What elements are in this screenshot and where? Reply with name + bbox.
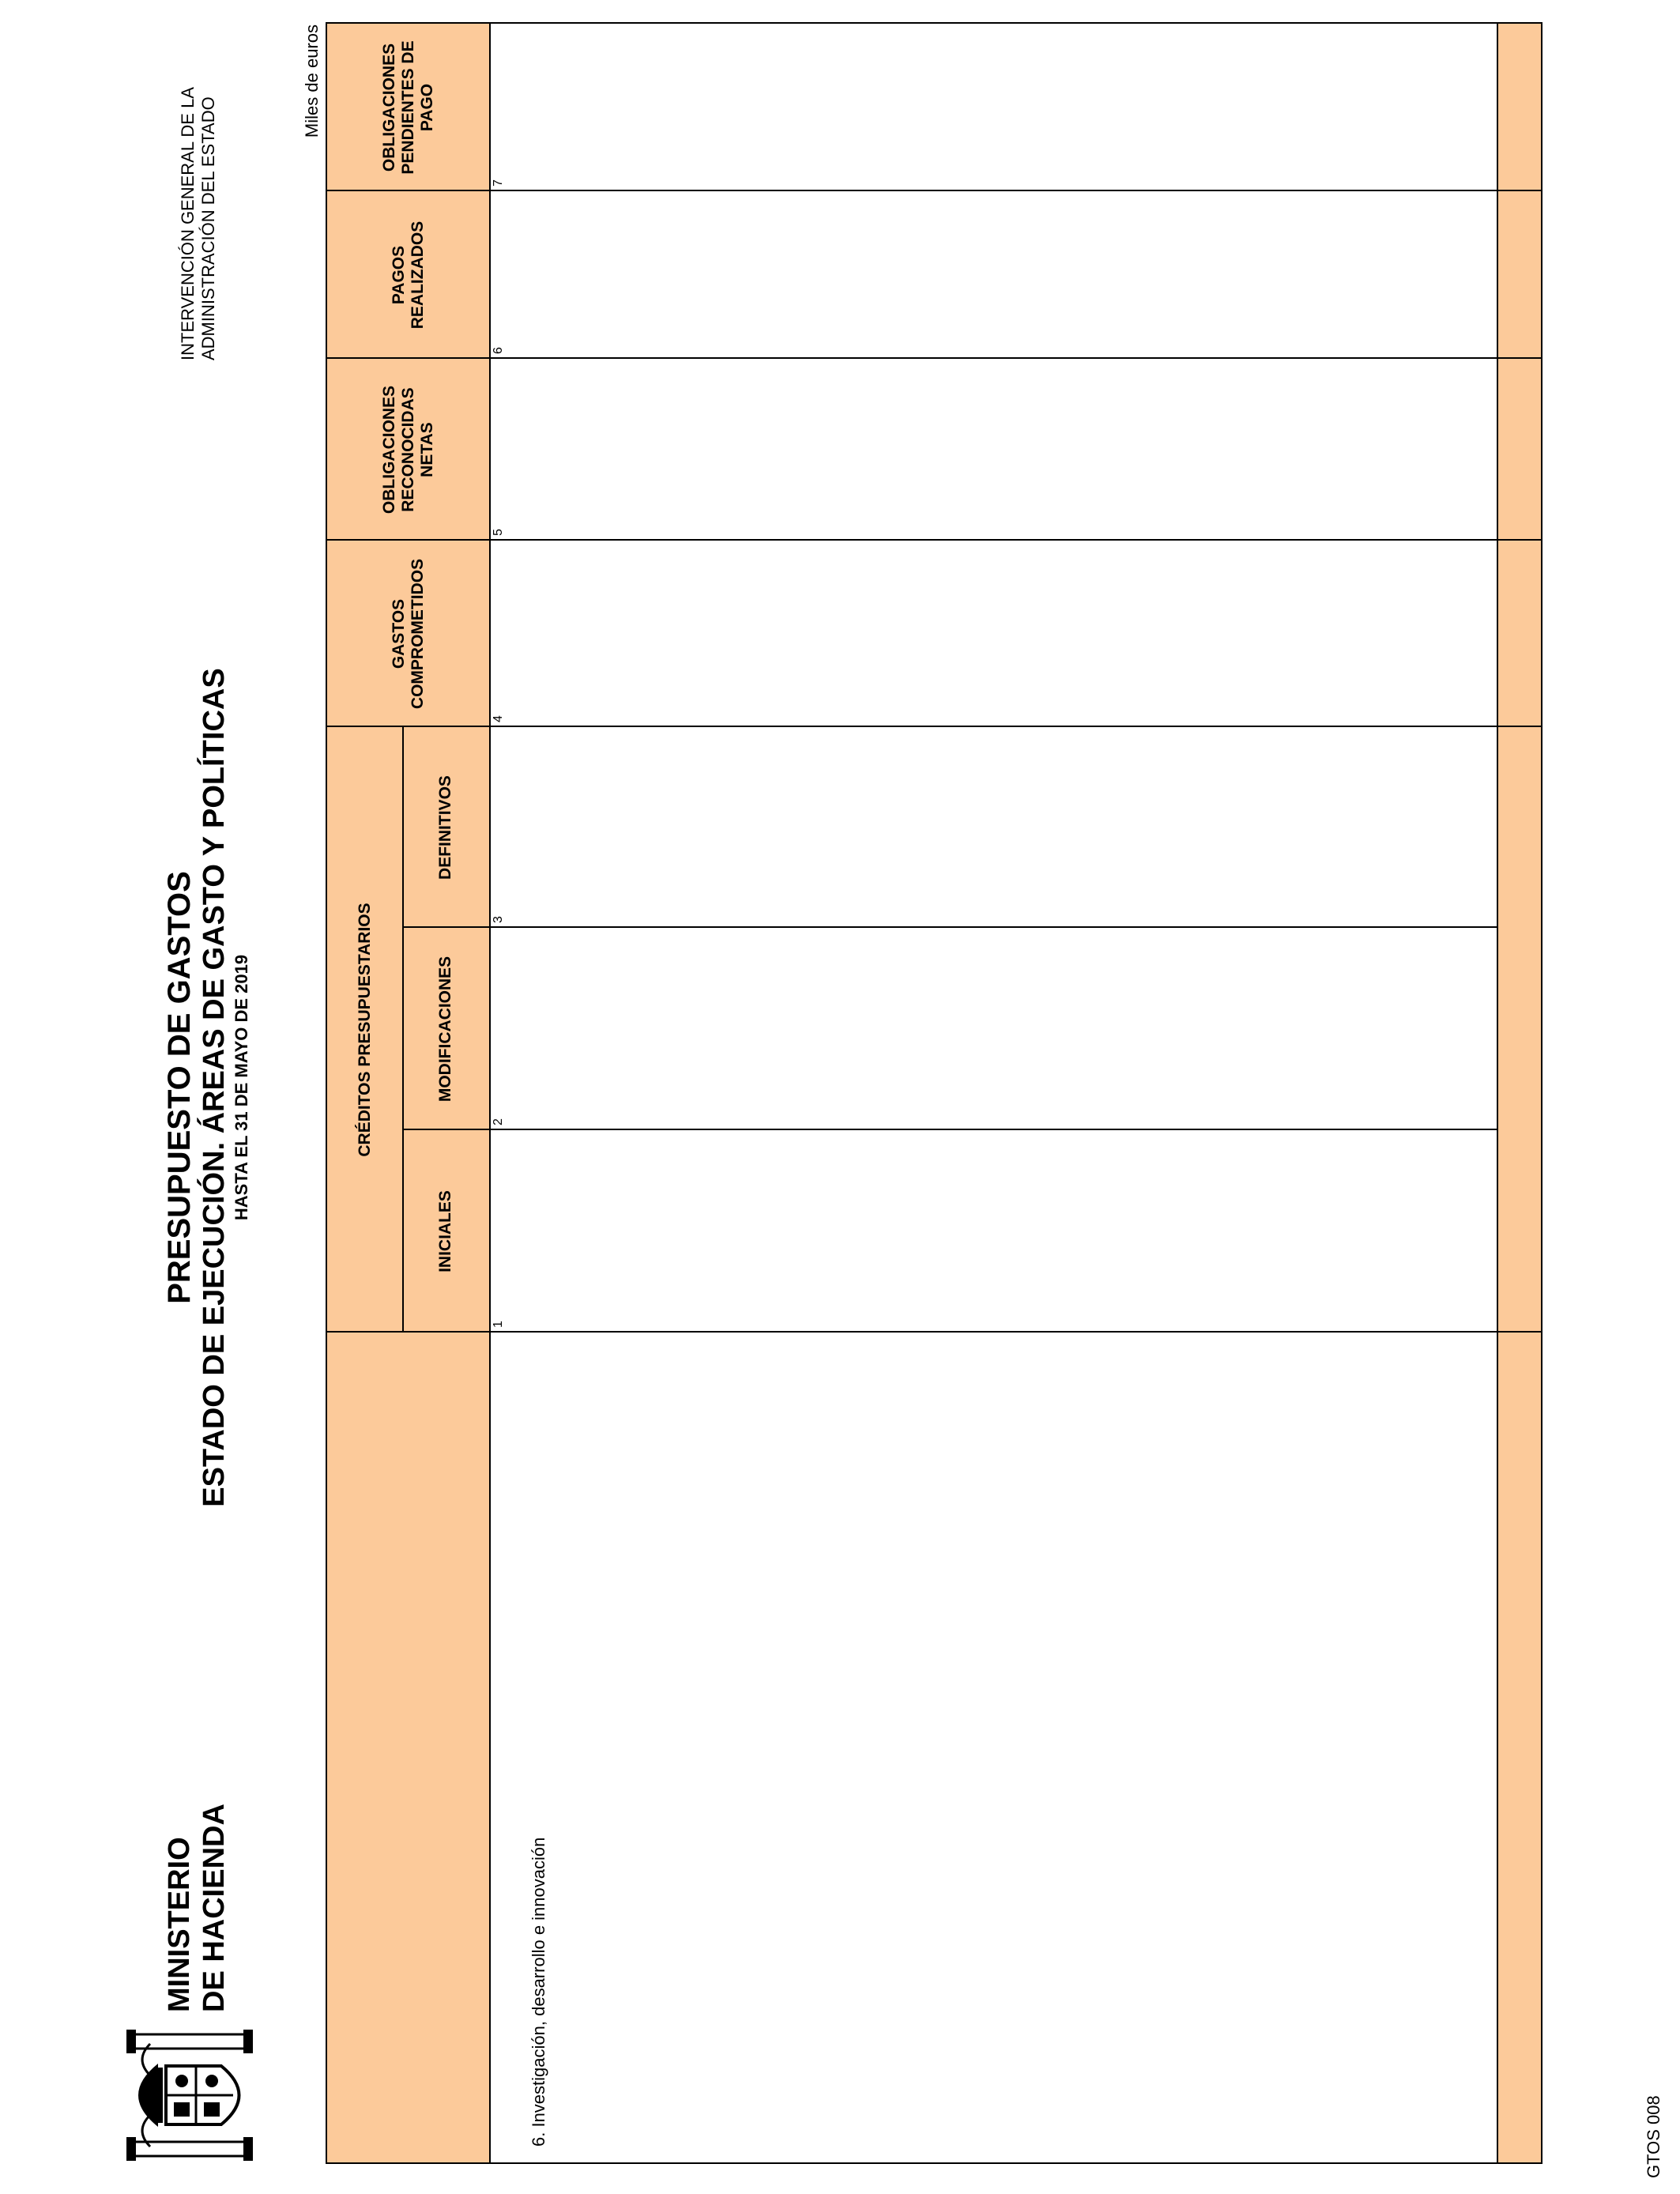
- title-line-1: PRESUPUESTO DE GASTOS: [162, 871, 197, 1304]
- col-number-7: 7: [492, 179, 505, 187]
- col-header-iniciales: INICIALES: [436, 1190, 454, 1272]
- col-number-2: 2: [492, 1118, 505, 1125]
- ministry-name: [162, 1775, 232, 2012]
- col-header-definitivos: DEFINITIVOS: [436, 775, 454, 880]
- totals-row-background: [1497, 24, 1541, 2162]
- units-label: Miles de euros: [302, 25, 322, 138]
- coat-of-arms-icon: [103, 2028, 269, 2162]
- title-line-3: HASTA EL 31 DE MAYO DE 2019: [232, 954, 251, 1221]
- row-label: 6. Investigación, desarrollo e innovación: [529, 1837, 548, 2147]
- col-number-6: 6: [492, 347, 505, 354]
- creditos-presupuestarios-header: CRÉDITOS PRESUPUESTARIOS: [355, 903, 374, 1157]
- institution-name: [178, 28, 219, 360]
- col-header-obligaciones-pendientes: OBLIGACIONES PENDIENTES DE PAGO: [379, 40, 436, 175]
- col-header-obligaciones-reconocidas: OBLIGACIONES RECONOCIDAS NETAS: [379, 385, 436, 515]
- report-title: [162, 613, 252, 1562]
- institution-line-2: ADMINISTRACIÓN DEL ESTADO: [198, 96, 218, 360]
- col-number-3: 3: [492, 916, 505, 923]
- title-line-2: ESTADO DE EJECUCIÓN. ÁREAS DE GASTO Y POLÍTICAS: [198, 668, 231, 1507]
- footer-code: GTOS 008: [1644, 2095, 1663, 2178]
- col-header-gastos-comprometidos: GASTOS COMPROMETIDOS: [389, 558, 427, 710]
- col-header-modificaciones: MODIFICACIONES: [436, 956, 454, 1103]
- ministry-line-1: MINISTERIO: [163, 1837, 196, 2012]
- col-header-pagos-realizados: PAGOS REALIZADOS: [389, 221, 427, 330]
- ministry-line-2: DE HACIENDA: [198, 1804, 231, 2012]
- col-number-5: 5: [492, 529, 505, 536]
- col-number-1: 1: [492, 1321, 505, 1328]
- concept-column-header: [327, 1333, 489, 2162]
- budget-table: [326, 22, 1543, 2164]
- col-number-4: 4: [492, 715, 505, 722]
- institution-line-1: INTERVENCIÓN GENERAL DE LA: [178, 87, 198, 360]
